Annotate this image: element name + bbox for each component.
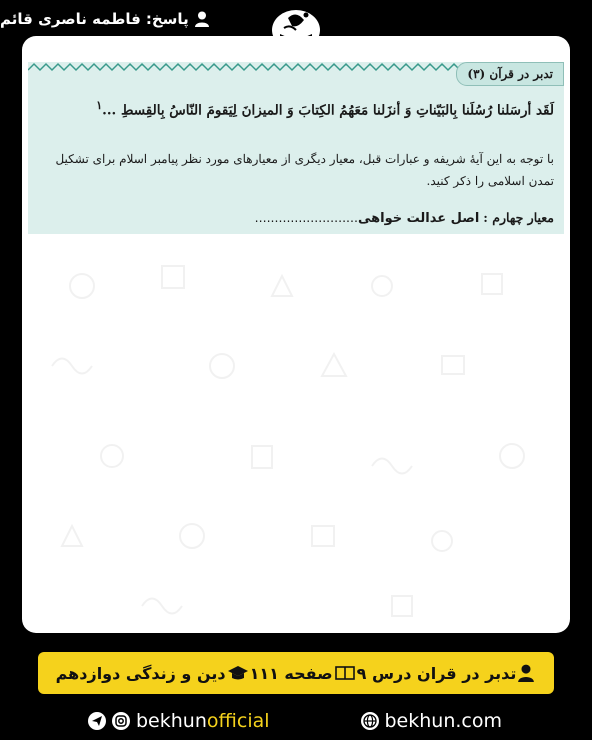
user-icon [518, 664, 534, 682]
author-name: فاطمه ناصری قائم [0, 10, 141, 28]
handle-prefix: bekhun [136, 710, 207, 732]
section-title: تدبر در قرآن (۳) [456, 62, 564, 86]
verse-text: لَقَد أرسَلنا رُسُلَنا بِالبَيّناتِ وَ أنزَلنا مَعَهُمُ الكِتابَ وَ الميزانَ لِيَقومَ النّاسُ بِالقِسطِ ... [102, 102, 554, 119]
question-text: با توجه به این آیهٔ شریفه و عبارات قبل، معیار دیگری از معیارهای مورد نظر پیامبر اسلام برای تشکیل تمدن اسلامی را ذکر کنید. [55, 152, 554, 188]
instagram-icon[interactable] [112, 712, 130, 730]
book-icon [335, 665, 355, 681]
graduation-cap-icon [228, 665, 248, 681]
bottom-bar [0, 706, 592, 736]
footer-page: صفحه ۱۱۱ [249, 663, 333, 683]
footer-lesson: تدبر در قران درس ۹ [356, 663, 517, 683]
answer-dots: .......................... [254, 210, 358, 225]
answer-label: پاسخ: [145, 10, 189, 28]
telegram-icon[interactable] [88, 712, 106, 730]
website-url: bekhun.com [384, 710, 502, 732]
social-handle[interactable] [88, 710, 270, 732]
quran-verse [38, 98, 554, 119]
answer-label: معیار چهارم : [483, 210, 554, 225]
content-card [22, 36, 570, 633]
user-icon [195, 11, 209, 27]
answer-text: اصل عدالت خواهی [357, 211, 480, 226]
globe-icon [361, 712, 379, 730]
website-link[interactable] [361, 710, 503, 732]
handle-suffix: official [206, 710, 270, 732]
verse-ref: ۱ [96, 98, 103, 112]
footer-banner [38, 652, 554, 694]
answer-row [38, 210, 554, 226]
footer-course: دین و زندگی دوازدهم [55, 663, 226, 683]
